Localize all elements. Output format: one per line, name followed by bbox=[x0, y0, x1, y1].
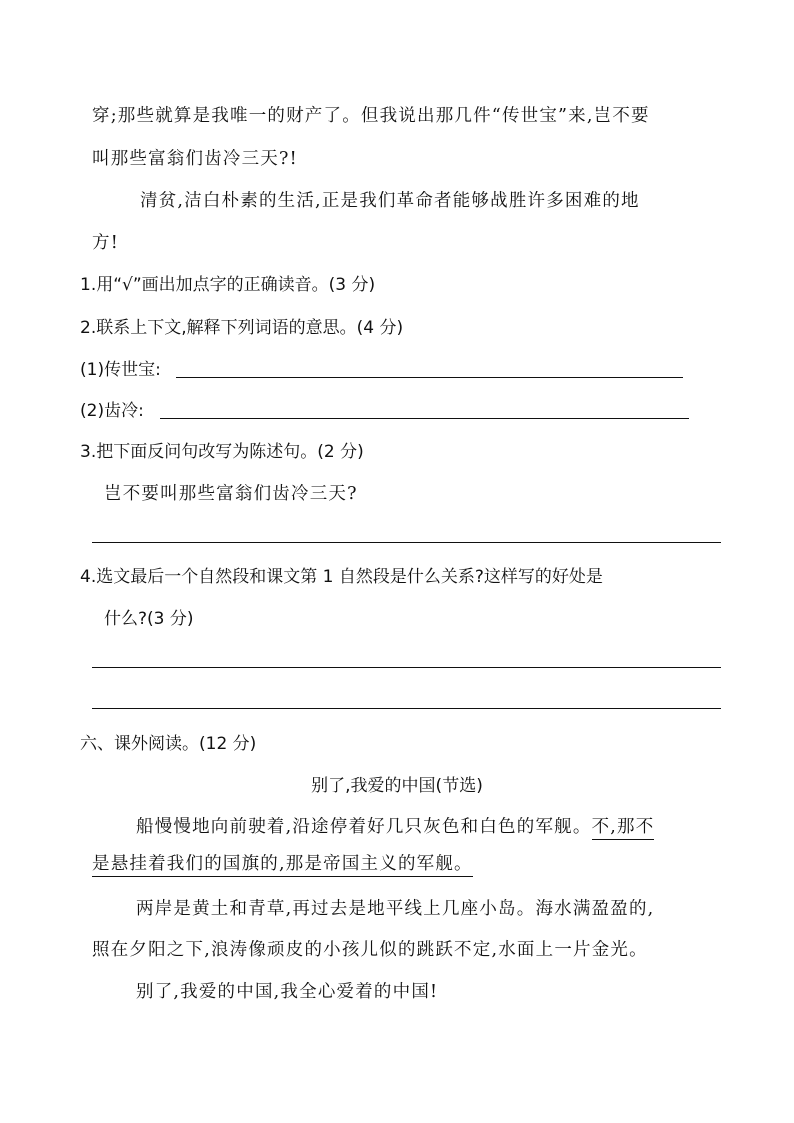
passage-line-4: 方! bbox=[92, 233, 119, 253]
reading-p1-underlined-end: 是悬挂着我们的国旗的,那是帝国主义的军舰。 bbox=[92, 854, 473, 877]
question-1: 1.用“√”画出加点字的正确读音。(3 分) bbox=[80, 275, 376, 295]
section-6-heading: 六、课外阅读。(12 分) bbox=[80, 734, 257, 754]
reading-p1-underlined-start: 不,那不 bbox=[592, 817, 655, 840]
passage-line-3: 清贫,洁白朴素的生活,正是我们革命者能够战胜许多困难的地 bbox=[140, 191, 640, 211]
reading-p1-plain: 船慢慢地向前驶着,沿途停着好几只灰色和白色的军舰。 bbox=[136, 817, 592, 837]
answer-line-q3[interactable] bbox=[92, 542, 721, 543]
reading-title: 别了,我爱的中国(节选) bbox=[311, 776, 483, 796]
reading-p1-line-1 bbox=[136, 815, 654, 839]
reading-p2-line-2: 照在夕阳之下,浪涛像顽皮的小孩儿似的跳跃不定,水面上一片金光。 bbox=[92, 940, 648, 960]
question-2: 2.联系上下文,解释下列词语的意思。(4 分) bbox=[80, 318, 404, 338]
answer-line-q4-2[interactable] bbox=[92, 708, 721, 709]
answer-line-chileng[interactable] bbox=[160, 418, 689, 419]
question-4-line-1: 4.选文最后一个自然段和课文第 1 自然段是什么关系?这样写的好处是 bbox=[80, 567, 603, 587]
reading-p2-line-1: 两岸是黄土和青草,再过去是地平线上几座小岛。海水满盈盈的, bbox=[136, 899, 655, 919]
question-4-line-2: 什么?(3 分) bbox=[104, 609, 194, 629]
question-2-2-label: (2)齿冷: bbox=[80, 401, 144, 421]
question-3: 3.把下面反问句改写为陈述句。(2 分) bbox=[80, 442, 364, 462]
reading-p1-line-2 bbox=[92, 852, 473, 876]
question-2-1-label: (1)传世宝: bbox=[80, 360, 161, 380]
question-3-sentence: 岂不要叫那些富翁们齿冷三天? bbox=[104, 484, 358, 504]
answer-line-q4-1[interactable] bbox=[92, 667, 721, 668]
passage-line-2: 叫那些富翁们齿冷三天?! bbox=[92, 149, 298, 169]
reading-p3-line-1: 别了,我爱的中国,我全心爱着的中国! bbox=[136, 982, 439, 1002]
answer-line-chuanshibao[interactable] bbox=[176, 377, 683, 378]
passage-line-1: 穿;那些就算是我唯一的财产了。但我说出那几件“传世宝”来,岂不要 bbox=[92, 106, 650, 126]
